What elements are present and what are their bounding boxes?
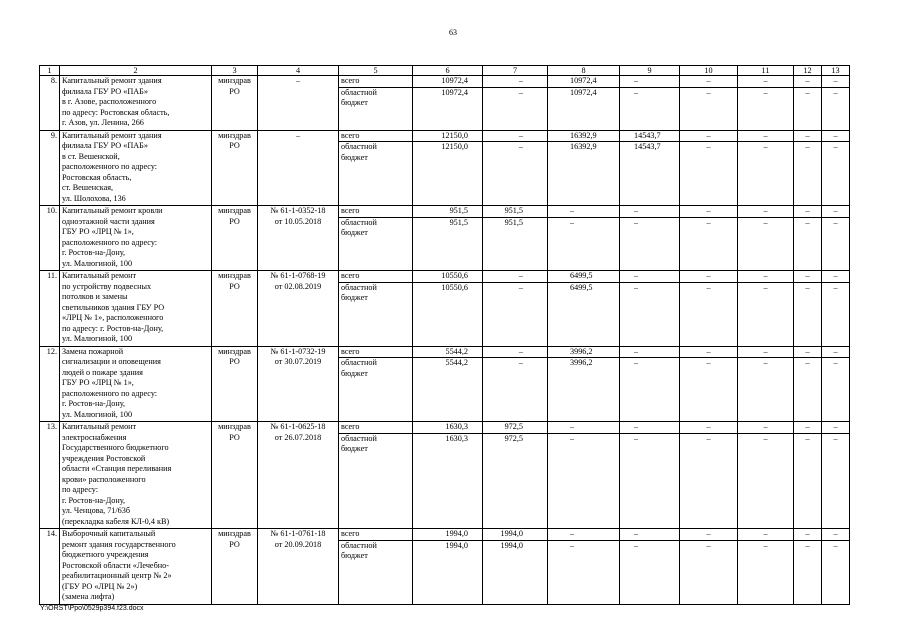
total-c6: 951,5 bbox=[449, 206, 468, 215]
page-number: 63 bbox=[449, 28, 457, 37]
cell-c12 bbox=[794, 206, 822, 271]
regional-budget-c10: – bbox=[680, 141, 737, 205]
regional-budget-c6: 10550,6 bbox=[413, 282, 482, 346]
row-number: 9. bbox=[40, 130, 60, 206]
row-number: 12. bbox=[40, 346, 60, 422]
cell-c7 bbox=[483, 76, 548, 131]
total-c11: – bbox=[763, 271, 768, 280]
total-c10: – bbox=[706, 271, 711, 280]
column-header-6: 6 bbox=[413, 66, 483, 76]
cell-c13 bbox=[822, 206, 850, 271]
cell-c12 bbox=[794, 529, 822, 605]
table-row bbox=[40, 206, 850, 271]
total-c7: 951,5 bbox=[504, 206, 523, 215]
total-c10: – bbox=[706, 346, 711, 356]
cell-c9 bbox=[620, 130, 680, 206]
total-source: всего bbox=[341, 346, 360, 356]
cell-c10 bbox=[680, 346, 738, 422]
column-header-10: 10 bbox=[680, 66, 738, 76]
total-c10: – bbox=[706, 422, 711, 431]
cell-c9 bbox=[620, 422, 680, 529]
total-c7: 972,5 bbox=[504, 422, 523, 431]
cell-c7 bbox=[483, 529, 548, 605]
table-row bbox=[40, 130, 850, 206]
cell-source bbox=[339, 76, 413, 131]
cell-c13 bbox=[822, 271, 850, 347]
regional-budget-c8: 3996,2 bbox=[548, 357, 619, 421]
total-c6: 10972,4 bbox=[441, 76, 468, 85]
agency: минздрав РО bbox=[212, 422, 258, 529]
cell-c11 bbox=[738, 130, 794, 206]
regional-budget-c9: – bbox=[620, 282, 679, 346]
total-c11: – bbox=[763, 346, 768, 356]
total-c12: – bbox=[805, 422, 810, 431]
cell-c8 bbox=[548, 206, 620, 271]
column-header-7: 7 bbox=[483, 66, 548, 76]
total-c9: – bbox=[634, 206, 639, 215]
cell-source bbox=[339, 206, 413, 271]
total-c6: 1630,3 bbox=[445, 422, 468, 431]
regional-budget-c13: – bbox=[822, 540, 849, 604]
regional-budget-c11: – bbox=[738, 217, 793, 271]
cell-c11 bbox=[738, 422, 794, 529]
total-source: всего bbox=[341, 529, 360, 538]
cell-c6 bbox=[413, 529, 483, 605]
total-c8: – bbox=[570, 422, 575, 431]
cell-c12 bbox=[794, 271, 822, 347]
total-c11: – bbox=[763, 206, 768, 215]
total-c13: – bbox=[833, 76, 838, 85]
regional-budget-c9: – bbox=[620, 217, 679, 271]
total-c12: – bbox=[805, 130, 810, 140]
regional-budget-source: областной бюджет bbox=[339, 217, 412, 271]
regional-budget-c9: – bbox=[620, 357, 679, 421]
total-c12: – bbox=[805, 76, 810, 85]
regional-budget-c13: – bbox=[822, 282, 849, 346]
column-header-12: 12 bbox=[794, 66, 822, 76]
regional-budget-c7: 972,5 bbox=[483, 433, 547, 529]
column-header-5: 5 bbox=[339, 66, 413, 76]
total-c7: – bbox=[518, 346, 523, 356]
cell-c12 bbox=[794, 422, 822, 529]
total-c12: – bbox=[805, 206, 810, 215]
total-c9: – bbox=[634, 346, 639, 356]
regional-budget-c8: – bbox=[548, 217, 619, 271]
object-name: Замена пожарной сигнализации и оповещения людей о пожаре здания ГБУ РО «ЛРЦ № 1», расположенного по адресу: г. Ростов-на-Дону, ул. Малюгиной, 100 bbox=[60, 346, 212, 422]
object-name: Капитальный ремонт здания филиала ГБУ РО «ПАБ» в ст. Вешенской, расположенного по адресу: Ростовская область, ст. Вешенская, ул. Шолохова, 136 bbox=[60, 130, 212, 206]
cell-source bbox=[339, 422, 413, 529]
cell-c8 bbox=[548, 76, 620, 131]
regional-budget-c10: – bbox=[680, 540, 737, 604]
regional-budget-c11: – bbox=[738, 433, 793, 529]
cell-c8 bbox=[548, 271, 620, 347]
cell-c11 bbox=[738, 529, 794, 605]
total-c8: – bbox=[570, 206, 575, 215]
total-c13: – bbox=[833, 130, 838, 140]
document-number: – bbox=[258, 130, 339, 206]
object-name: Капитальный ремонт электроснабжения Государственного бюджетного учреждения Ростовской области «Станция переливания крови» расположенного по адресу: г. Ростов-на-Дону, ул. Ченцова, 71/63б (перекладка кабеля КЛ-0,4 кВ) bbox=[60, 422, 212, 529]
regional-budget-c11: – bbox=[738, 357, 793, 421]
regional-budget-c13: – bbox=[822, 141, 849, 205]
total-source: всего bbox=[341, 76, 360, 85]
regional-budget-c11: – bbox=[738, 141, 793, 205]
cell-c8 bbox=[548, 346, 620, 422]
total-c10: – bbox=[706, 130, 711, 140]
cell-c6 bbox=[413, 130, 483, 206]
regional-budget-c9: – bbox=[620, 87, 679, 130]
regional-budget-c8: 6499,5 bbox=[548, 282, 619, 346]
regional-budget-source: областной бюджет bbox=[339, 357, 412, 421]
column-header-11: 11 bbox=[738, 66, 794, 76]
cell-c13 bbox=[822, 130, 850, 206]
regional-budget-source: областной бюджет bbox=[339, 282, 412, 346]
document-number: № 61-1-0625-18 от 26.07.2018 bbox=[258, 422, 339, 529]
total-source: всего bbox=[341, 130, 360, 140]
total-c8: – bbox=[570, 529, 575, 538]
cell-c6 bbox=[413, 271, 483, 347]
regional-budget-c10: – bbox=[680, 282, 737, 346]
total-c13: – bbox=[833, 422, 838, 431]
regional-budget-c7: 951,5 bbox=[483, 217, 547, 271]
cell-c12 bbox=[794, 76, 822, 131]
total-c11: – bbox=[763, 529, 768, 538]
row-number: 11. bbox=[40, 271, 60, 347]
total-c11: – bbox=[763, 76, 768, 85]
object-name: Выборочный капитальный ремонт здания государственного бюджетного учреждения Ростовской области «Лечебно- реабилитационный центр № 2» (ГБУ РО «ЛРЦ № 2») (замена лифта) bbox=[60, 529, 212, 605]
total-c13: – bbox=[833, 529, 838, 538]
cell-c7 bbox=[483, 130, 548, 206]
agency: минздрав РО bbox=[212, 206, 258, 271]
cell-c9 bbox=[620, 529, 680, 605]
column-header-4: 4 bbox=[258, 66, 339, 76]
cell-c11 bbox=[738, 346, 794, 422]
object-name: Капитальный ремонт кровли одноэтажной части здания ГБУ РО «ЛРЦ № 1», расположенного по адресу: г. Ростов-на-Дону, ул. Малюгиной, 100 bbox=[60, 206, 212, 271]
row-number: 10. bbox=[40, 206, 60, 271]
cell-c9 bbox=[620, 346, 680, 422]
regional-budget-c7: – bbox=[483, 141, 547, 205]
regional-budget-c11: – bbox=[738, 540, 793, 604]
total-c9: 14543,7 bbox=[634, 130, 661, 140]
document-number: – bbox=[258, 76, 339, 131]
table-row bbox=[40, 346, 850, 422]
cell-c7 bbox=[483, 271, 548, 347]
total-c9: – bbox=[634, 422, 639, 431]
regional-budget-c9: – bbox=[620, 540, 679, 604]
cell-source bbox=[339, 529, 413, 605]
total-c12: – bbox=[805, 529, 810, 538]
cell-c6 bbox=[413, 422, 483, 529]
total-source: всего bbox=[341, 206, 360, 215]
regional-budget-c11: – bbox=[738, 282, 793, 346]
regional-budget-source: областной бюджет bbox=[339, 141, 412, 205]
regional-budget-c7: 1994,0 bbox=[483, 540, 547, 604]
regional-budget-source: областной бюджет bbox=[339, 87, 412, 130]
total-c13: – bbox=[833, 346, 838, 356]
regional-budget-c11: – bbox=[738, 87, 793, 130]
regional-budget-c9: 14543,7 bbox=[620, 141, 679, 205]
budget-table bbox=[39, 65, 850, 605]
regional-budget-c6: 1994,0 bbox=[413, 540, 482, 604]
cell-c9 bbox=[620, 76, 680, 131]
document-number: № 61-1-0732-19 от 30.07.2019 bbox=[258, 346, 339, 422]
table-row bbox=[40, 271, 850, 347]
regional-budget-c12: – bbox=[794, 540, 821, 604]
cell-c10 bbox=[680, 130, 738, 206]
regional-budget-c8: 16392,9 bbox=[548, 141, 619, 205]
column-header-2: 2 bbox=[60, 66, 212, 76]
regional-budget-c13: – bbox=[822, 357, 849, 421]
total-c7: 1994,0 bbox=[500, 529, 523, 538]
cell-c12 bbox=[794, 346, 822, 422]
regional-budget-source: областной бюджет bbox=[339, 433, 412, 529]
document-number: № 61-1-0768-19 от 02.08.2019 bbox=[258, 271, 339, 347]
cell-c7 bbox=[483, 346, 548, 422]
regional-budget-c9: – bbox=[620, 433, 679, 529]
agency: минздрав РО bbox=[212, 76, 258, 131]
column-header-13: 13 bbox=[822, 66, 850, 76]
column-header-1: 1 bbox=[40, 66, 60, 76]
regional-budget-c12: – bbox=[794, 357, 821, 421]
total-c9: – bbox=[634, 529, 639, 538]
cell-c10 bbox=[680, 271, 738, 347]
cell-c13 bbox=[822, 76, 850, 131]
regional-budget-c12: – bbox=[794, 87, 821, 130]
cell-c8 bbox=[548, 422, 620, 529]
total-c9: – bbox=[634, 271, 639, 280]
total-c9: – bbox=[634, 76, 639, 85]
regional-budget-c8: – bbox=[548, 433, 619, 529]
total-c8: 10972,4 bbox=[570, 76, 597, 85]
agency: минздрав РО bbox=[212, 130, 258, 206]
regional-budget-c8: 10972,4 bbox=[548, 87, 619, 130]
cell-c10 bbox=[680, 76, 738, 131]
regional-budget-c13: – bbox=[822, 433, 849, 529]
cell-source bbox=[339, 346, 413, 422]
regional-budget-c10: – bbox=[680, 87, 737, 130]
cell-source bbox=[339, 130, 413, 206]
cell-c10 bbox=[680, 422, 738, 529]
cell-c8 bbox=[548, 130, 620, 206]
cell-c6 bbox=[413, 76, 483, 131]
total-c10: – bbox=[706, 206, 711, 215]
regional-budget-c6: 951,5 bbox=[413, 217, 482, 271]
table-row bbox=[40, 76, 850, 131]
cell-c13 bbox=[822, 422, 850, 529]
regional-budget-c6: 1630,3 bbox=[413, 433, 482, 529]
total-c11: – bbox=[763, 422, 768, 431]
document-number: № 61-1-0352-18 от 10.05.2018 bbox=[258, 206, 339, 271]
regional-budget-c13: – bbox=[822, 217, 849, 271]
regional-budget-c8: – bbox=[548, 540, 619, 604]
total-c6: 5544,2 bbox=[445, 346, 468, 356]
total-c6: 1994,0 bbox=[445, 529, 468, 538]
cell-c7 bbox=[483, 206, 548, 271]
column-header-3: 3 bbox=[212, 66, 258, 76]
object-name: Капитальный ремонт по устройству подвесных потолков и замены светильников здания ГБУ РО «ЛРЦ № 1», расположенного по адресу: г. Ростов-на-Дону, ул. Малюгиной, 100 bbox=[60, 271, 212, 347]
table-row bbox=[40, 529, 850, 605]
cell-c9 bbox=[620, 206, 680, 271]
regional-budget-c6: 5544,2 bbox=[413, 357, 482, 421]
total-c6: 12150,0 bbox=[441, 130, 468, 140]
cell-c7 bbox=[483, 422, 548, 529]
row-number: 14. bbox=[40, 529, 60, 605]
regional-budget-c6: 10972,4 bbox=[413, 87, 482, 130]
regional-budget-c7: – bbox=[483, 282, 547, 346]
regional-budget-c10: – bbox=[680, 357, 737, 421]
agency: минздрав РО bbox=[212, 529, 258, 605]
object-name: Капитальный ремонт здания филиала ГБУ РО «ПАБ» в г. Азове, расположенного по адресу: Ростовская область, г. Азов, ул. Ленина, 266 bbox=[60, 76, 212, 131]
table-body bbox=[40, 66, 850, 605]
cell-source bbox=[339, 271, 413, 347]
total-c7: – bbox=[518, 76, 523, 85]
regional-budget-source: областной бюджет bbox=[339, 540, 412, 604]
total-c12: – bbox=[805, 271, 810, 280]
total-c10: – bbox=[706, 529, 711, 538]
total-source: всего bbox=[341, 422, 360, 431]
total-c8: 3996,2 bbox=[570, 346, 593, 356]
total-c8: 6499,5 bbox=[570, 271, 593, 280]
row-number: 13. bbox=[40, 422, 60, 529]
column-number-row bbox=[40, 66, 850, 76]
cell-c10 bbox=[680, 206, 738, 271]
table-row bbox=[40, 422, 850, 529]
cell-c11 bbox=[738, 206, 794, 271]
total-c6: 10550,6 bbox=[441, 271, 468, 280]
total-c13: – bbox=[833, 206, 838, 215]
cell-c13 bbox=[822, 346, 850, 422]
row-number: 8. bbox=[40, 76, 60, 131]
regional-budget-c12: – bbox=[794, 282, 821, 346]
total-c13: – bbox=[833, 271, 838, 280]
total-source: всего bbox=[341, 271, 360, 280]
total-c10: – bbox=[706, 76, 711, 85]
cell-c6 bbox=[413, 206, 483, 271]
regional-budget-c7: – bbox=[483, 87, 547, 130]
regional-budget-c13: – bbox=[822, 87, 849, 130]
document-number: № 61-1-0761-18 от 20.09.2018 bbox=[258, 529, 339, 605]
total-c8: 16392,9 bbox=[570, 130, 597, 140]
regional-budget-c10: – bbox=[680, 217, 737, 271]
regional-budget-c6: 12150,0 bbox=[413, 141, 482, 205]
cell-c8 bbox=[548, 529, 620, 605]
total-c7: – bbox=[518, 130, 523, 140]
column-header-8: 8 bbox=[548, 66, 620, 76]
agency: минздрав РО bbox=[212, 271, 258, 347]
regional-budget-c12: – bbox=[794, 217, 821, 271]
agency: минздрав РО bbox=[212, 346, 258, 422]
column-header-9: 9 bbox=[620, 66, 680, 76]
cell-c6 bbox=[413, 346, 483, 422]
cell-c12 bbox=[794, 130, 822, 206]
regional-budget-c7: – bbox=[483, 357, 547, 421]
budget-table-container bbox=[39, 65, 849, 605]
regional-budget-c12: – bbox=[794, 141, 821, 205]
file-path-footer: Y:\ORST\Ppo\0529p394.f23.docx bbox=[40, 605, 144, 612]
cell-c11 bbox=[738, 76, 794, 131]
cell-c13 bbox=[822, 529, 850, 605]
total-c11: – bbox=[763, 130, 768, 140]
cell-c9 bbox=[620, 271, 680, 347]
regional-budget-c10: – bbox=[680, 433, 737, 529]
total-c7: – bbox=[518, 271, 523, 280]
regional-budget-c12: – bbox=[794, 433, 821, 529]
cell-c11 bbox=[738, 271, 794, 347]
total-c12: – bbox=[805, 346, 810, 356]
cell-c10 bbox=[680, 529, 738, 605]
